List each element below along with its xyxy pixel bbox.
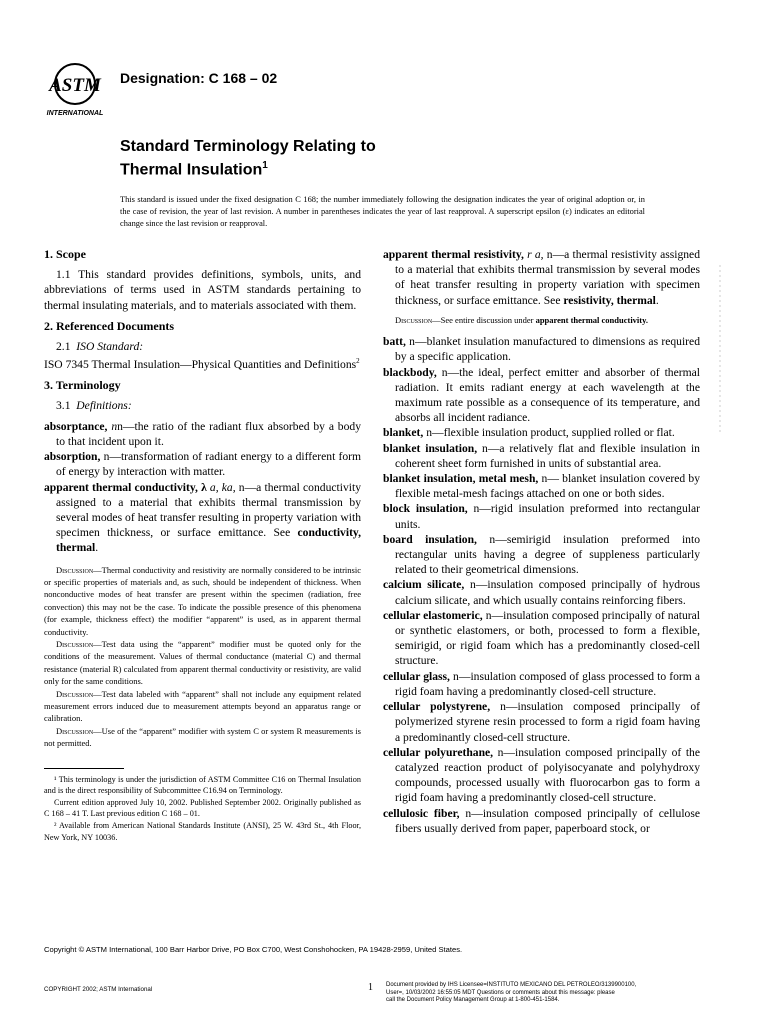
definition: cellular glass, n—insulation composed of glass processed to form a rigid foam having a predominantly closed-cell structure.: [383, 669, 700, 698]
definition: apparent thermal conductivity, λ a, ka, n—a thermal conductivity assigned to a material that exhibits thermal transmission by several modes of heat transfer resulting in property variation with specimen thickness, or surface emittance. See conductivity, thermal.: [44, 480, 361, 555]
definition: cellulosic fiber, n—insulation composed principally of cellulose fibers usually derived from paper, paperboard stock, or: [383, 806, 700, 835]
right-column: [383, 247, 700, 836]
logo-text: INTERNATIONAL: [46, 110, 104, 117]
discussion: Discussion—Test data labeled with “apparent” shall not include any equipment related measurement errors induced due to measurement attempts beyond an apparatus range or calibration.: [44, 688, 361, 724]
discussion: Discussion—Use of the “apparent” modifier with system C or system R measurements is not permitted.: [44, 725, 361, 749]
definition: apparent thermal resistivity, r a, n—a thermal resistivity assigned to a material that exhibits thermal transmission by several modes of heat transfer resulting in property variation with specimen thickness, or surface emittance. See resistivity, thermal.: [383, 248, 701, 307]
ref-item: ISO 7345 Thermal Insulation—Physical Quantities and Definitions$^2$: [44, 357, 360, 372]
definition: blanket insulation, metal mesh, n— blanket insulation covered by flexible metal-mesh facings attached on one or both sides.: [383, 472, 700, 501]
definition: calcium silicate, n—insulation composed principally of hydrous calcium silicate, and which usually contains reinforcing fibers.: [383, 578, 701, 607]
footnote: ² Available from American National Standards Institute (ANSI), 25 W. 43rd St., 4th Floor, New York, NY 10036.: [44, 820, 361, 842]
designation: Designation: C 168 – 02: [120, 70, 278, 86]
definition: cellular elastomeric, n—insulation composed principally of natural or synthetic elastomers, or both, processed to form a flexible, semirigid, or rigid foam which has a predominantly closed-cell structure.: [383, 608, 700, 668]
definition: blanket, n—flexible insulation product, supplied rolled or flat.: [383, 426, 675, 440]
definition: block insulation, n—rigid insulation preformed into rectangular units.: [383, 502, 700, 531]
discussion: Discussion—Thermal conductivity and resistivity are normally considered to be intrinsic or specific properties of materials and, as such, should be independent of thickness. When nonconductive modes of heat transfer are present within the specimen (radiation, free convection) this may not be the case. To indicate the possible presence of this phenomena (for example, thickness effect) the modifier “apparent” is used, as in apparent thermal conductivity.: [44, 564, 361, 637]
definition: blanket insulation, n—a relatively flat and flexible insulation in coherent sheet form furnished in units of substantial area.: [383, 441, 700, 470]
copyright-line: Copyright © ASTM International, 100 Barr Harbor Drive, PO Box C700, West Conshohocken, PA 19428-2959, United States.: [44, 945, 463, 954]
ref-sub: 2.1 ISO Standard:: [56, 340, 144, 354]
copyright-small: COPYRIGHT 2002; ASTM International: [44, 986, 153, 993]
footnote: ¹ This terminology is under the jurisdiction of ASTM Committee C16 on Thermal Insulation and is the direct responsibility of Subcommittee C16.94 on Terminology.: [44, 774, 361, 796]
section-heading: 2. Referenced Documents: [44, 318, 175, 333]
footnote-rule: [44, 768, 124, 769]
definition: board insulation, n—semirigid insulation preformed into rectangular units having a degree of suppleness particularly related to their geometrical dimensions.: [383, 532, 700, 577]
section-heading: 1. Scope: [44, 247, 86, 261]
definition: absorption, n—transformation of radiant energy to a different form of energy by interaction with matter.: [44, 450, 362, 479]
definition: blackbody, n—the ideal, perfect emitter and absorber of thermal radiation. It emits radiant energy at each wavelength at the maximum rate possible as a consequence of its temperature, and absorbs all incident radiance.: [383, 365, 700, 425]
page-number: 1: [368, 982, 373, 993]
page-title: Standard Terminology Relating to Thermal Insulation$^1$: [120, 138, 376, 179]
footnote: Current edition approved July 10, 2002. Published September 2002. Originally published as C 168 – 41 T. Last previous edition C 168 – 01.: [44, 797, 361, 819]
left-column: [44, 247, 361, 843]
license-notice: Document provided by IHS Licensee=INSTITUTO MEXICANO DEL PETROLEO/3139900100, User=, 10/03/2002 16:55:05 MDT Questions or comments about this message: please call the Document Policy Management Group at 1-800-451-1584.: [386, 982, 637, 1004]
discussion: Discussion—See entire discussion under apparent thermal conductivity.: [395, 314, 649, 325]
definition: cellular polystyrene, n—insulation composed principally of polymerized styrene resin processed to form a rigid foam having a predominantly closed-cell structure.: [383, 700, 700, 744]
astm-logo: [36, 62, 114, 120]
intro-paragraph: This standard is issued under the fixed designation C 168; the number immediately following the designation indicates the year of original adoption or, in the case of revision, the year of last revision. A number in parentheses indicates the year of last reapproval. A superscript epsilon (ε) indicates an editorial change since the last revision or reapproval.: [120, 195, 645, 228]
side-watermark: [716, 265, 724, 435]
svg-text:ASTM: ASTM: [49, 75, 101, 96]
definition: batt, n—blanket insulation manufactured to dimensions as required by a specific application.: [383, 335, 700, 364]
scope-text: 1.1 This standard provides definitions, symbols, units, and abbreviations of terms used in ASTM standards pertaining to thermal insulating materials, and to materials associated with them.: [44, 268, 361, 312]
discussion: Discussion—Test data using the “apparent” modifier must be quoted only for the conditions of the measurement. Values of thermal conductance (material C) and thermal resistance (material R) calculated from apparent thermal conductivity or resistivity, are valid only for the same conditions.: [44, 638, 361, 687]
definition: absorptance, nn—the ratio of the radiant flux absorbed by a body to that incident upon it.: [44, 419, 361, 448]
definition: cellular polyurethane, n—insulation composed principally of the catalyzed reaction product of polyisocyanate and polyhydroxy compounds, processed usually with fluorocarbon gas to form a rigid foam having a predominantly closed-cell structure.: [383, 745, 700, 805]
term-sub: 3.1 Definitions:: [56, 399, 132, 413]
definition-list: [383, 334, 700, 836]
section-heading: 3. Terminology: [44, 378, 121, 393]
